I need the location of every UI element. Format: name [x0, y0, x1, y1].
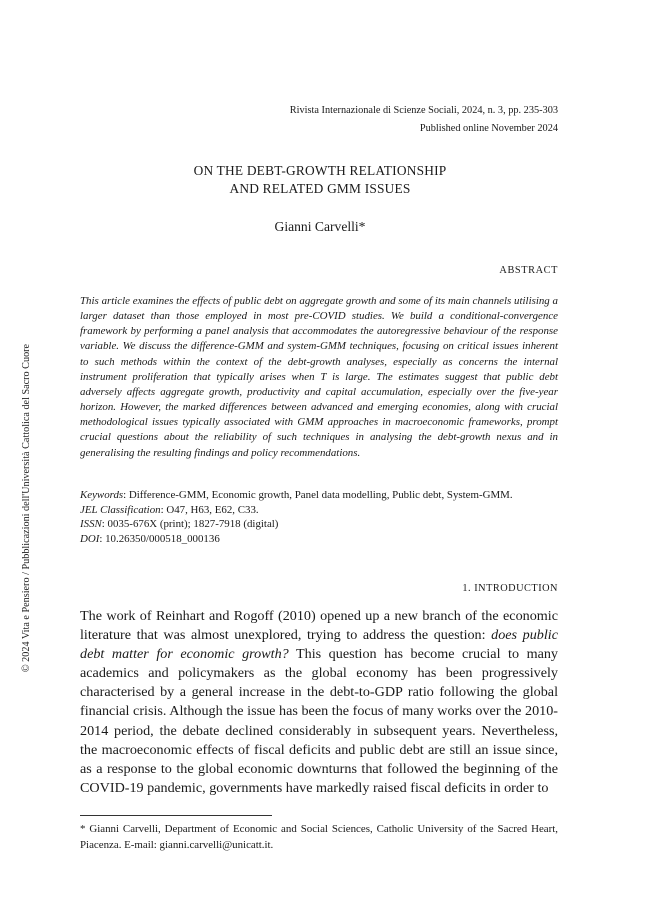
- footnote-divider: [80, 815, 272, 816]
- research-question: does public debt matter for economic growth?: [80, 627, 558, 663]
- keywords-label: Keywords: [80, 489, 124, 501]
- jel-label: JEL Classification: [80, 503, 161, 516]
- abstract-text: This article examines the effects of public debt on aggregate growth and some of its main channels utilising a larger dataset than those employed in most pre-COVID studies. We build a conditional-convergence framework by performing a panel analysis that accommodates the autoregressive behaviour of the response variable. We discuss the difference-GMM and system-GMM techniques, focusing on critical issues inherent to such methods within the context of the debt-growth analyses, especially as concerns the internal instrument proliferation that typically arises when T is large. The estimates suggest that public debt adversely affects aggregate growth, productivity and capital accumulation, especially over the five-year horizon. However, the marked differences between advanced and emerging economies, along with crucial methodological issues typically associated with GMM approaches in macroeconomic frameworks, prompt crucial questions about the reliability of such techniques in analysing the debt-growth nexus and in generalising the resulting findings and policy recommendations.: [80, 295, 558, 459]
- issn-label: ISSN: [80, 518, 102, 530]
- jel-line: [80, 503, 565, 518]
- copyright-sidebar: © 2024 Vita e Pensiero / Pubblicazioni dell'Università Cattolica del Sacro Cuore: [21, 343, 32, 673]
- intro-text-part-2: This question has become crucial to many academics and policymakers as the global economy has been progressively characterised by a general increase in the debt-to-GDP ratio following the global financial crisis. Although the issue has been the focus of many works over the 2010-2014 period, the debate declined considerably in subsequent years. Nevertheless, the macroeconomic effects of fiscal deficits and public debt are still an issue since, as a response to the global economic downturns that followed the beginning of the COVID-19 pandemic, governments have markedly raised fiscal deficits in order to: [80, 646, 558, 796]
- jel-value: : O47, H63, E62, C33.: [160, 503, 259, 516]
- author-footnote: * Gianni Carvelli, Department of Economic and Social Sciences, Catholic University of the Sacred Heart, Piacenza. E-mail: gianni.carvelli@unicatt.it.: [80, 823, 558, 851]
- doi-value: : 10.26350/000518_000136: [99, 532, 220, 545]
- doi-line: [80, 532, 565, 547]
- introduction-paragraph: [80, 607, 558, 798]
- author-name: Gianni Carvelli*: [274, 219, 366, 234]
- intro-text-part-1: The work of Reinhart and Rogoff (2010) opened up a new branch of the economic literature that was almost unexplored, trying to address the question:: [80, 608, 558, 644]
- article-metadata: [80, 488, 565, 546]
- journal-citation: Rivista Internazionale di Scienze Sociali, 2024, n. 3, pp. 235-303: [289, 105, 558, 116]
- publication-date: Published online November 2024: [419, 123, 558, 134]
- paper-title-line-1: ON THE DEBT-GROWTH RELATIONSHIP: [193, 163, 447, 178]
- abstract-heading: ABSTRACT: [499, 265, 558, 276]
- issn-line: [80, 517, 565, 532]
- keywords-value: : Difference-GMM, Economic growth, Panel data modelling, Public debt, System-GMM.: [123, 489, 513, 501]
- doi-label: DOI: [80, 532, 100, 545]
- section-heading: 1. INTRODUCTION: [462, 583, 558, 594]
- paper-title-line-2: AND RELATED GMM ISSUES: [229, 181, 411, 196]
- issn-value: : 0035-676X (print); 1827-7918 (digital): [101, 518, 279, 530]
- keywords-line: [80, 488, 565, 503]
